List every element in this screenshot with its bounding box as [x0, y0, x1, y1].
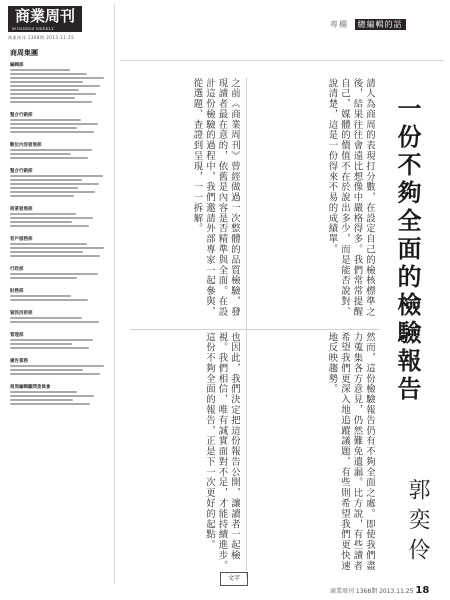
- magazine-logo: [8, 6, 82, 32]
- masthead-text-line: [10, 247, 104, 249]
- masthead-text-line: [10, 255, 100, 257]
- masthead-text-line: [10, 187, 78, 189]
- column-divider: [246, 78, 247, 578]
- masthead-block: [10, 112, 110, 135]
- masthead-block: [10, 236, 110, 259]
- masthead-text-line: [10, 343, 72, 345]
- masthead-text-line: [10, 89, 79, 91]
- masthead-block: [10, 266, 110, 281]
- logo-subtitle: BUSINESS WEEKLY: [12, 26, 54, 31]
- masthead-block: [10, 310, 110, 325]
- masthead-text-line: [10, 195, 74, 197]
- masthead-text-line: [10, 347, 89, 349]
- masthead-block-heading: 廣告業務: [10, 359, 28, 364]
- masthead-text-line: [10, 131, 94, 133]
- page-footer: [330, 585, 429, 596]
- logo-text: 商業周刊: [14, 7, 75, 25]
- column-tag: [330, 19, 406, 30]
- masthead-text-line: [10, 225, 89, 227]
- masthead-text-line: [10, 373, 100, 375]
- masthead-block-heading: 財務部: [10, 289, 24, 294]
- masthead-text-line: [10, 85, 100, 87]
- masthead-text-line: [10, 191, 95, 193]
- masthead-block: [10, 358, 110, 377]
- masthead-text-line: [10, 73, 87, 75]
- masthead-text-line: [10, 179, 82, 181]
- article-paragraph-3: 然而，這份檢驗報告仍有不夠全面之處。即使我們盡力蒐集各方意見，仍然難免遺漏。比方說，有些讀者希望我們更深入地追蹤議題，有些則希望我們更快速地反映趨勢。: [326, 332, 375, 571]
- masthead-column: [6, 4, 115, 584]
- article-paragraph-1: 請人為商周的表現打分數，在設定自己的檢核標準之後，結果往往會遠比想像中嚴格得多。我們常常提醒自己，媒體的價值不在於說出多少，而是能否說對、說清楚，這是一份得來不易的成績單。: [326, 78, 375, 317]
- masthead-text-line: [10, 243, 87, 245]
- masthead-block-heading: 資訊技術部: [10, 311, 33, 316]
- masthead-text-line: [10, 213, 76, 215]
- masthead-text-line: [10, 69, 70, 71]
- masthead-block-heading: 數位內容發展部: [10, 143, 42, 148]
- masthead-text-line: [10, 339, 93, 341]
- masthead-block-heading: 整合行銷部: [10, 113, 33, 118]
- masthead-text-line: [10, 81, 83, 83]
- masthead-text-line: [10, 101, 92, 103]
- article-paragraph-4: 也因此，我們決定把這份報告公開，讓讀者一起檢視。我們相信，唯有誠實面對不足，才能持續進步。這份不夠全面的報告，正是下一次更好的起點。: [204, 332, 240, 571]
- section-label: 文字: [220, 572, 248, 586]
- masthead-text-line: [10, 317, 82, 319]
- masthead-text-line: [10, 127, 77, 129]
- masthead-block: [10, 168, 110, 199]
- masthead-block-heading: 整合行銷部: [10, 169, 33, 174]
- masthead-block: [10, 142, 110, 161]
- masthead-block-heading: 編輯部: [10, 63, 24, 68]
- column-tag-emphasis: 總編輯的話: [355, 19, 406, 30]
- masthead-block: [10, 288, 110, 303]
- masthead-text-line: [10, 217, 93, 219]
- group-name: 商周集團: [10, 49, 38, 57]
- issue-meta: 商業周刊 1368期 2013.11.25: [8, 35, 75, 40]
- masthead-text-line: [10, 391, 77, 393]
- masthead-text-line: [10, 153, 71, 155]
- masthead-text-line: [10, 149, 92, 151]
- top-rule: [120, 60, 444, 61]
- middle-rule: [130, 329, 380, 330]
- masthead-text-line: [10, 321, 99, 323]
- masthead-text-line: [10, 277, 77, 279]
- masthead-block: [10, 206, 110, 229]
- masthead-text-line: [10, 93, 96, 95]
- masthead-block-heading: 商業發展部: [10, 207, 33, 212]
- masthead-text-line: [10, 251, 83, 253]
- masthead-text-line: [10, 97, 75, 99]
- masthead-block-heading: 行政部: [10, 267, 24, 272]
- masthead-text-line: [10, 399, 73, 401]
- article-paragraph-2: 之前《商業周刊》曾經做過一次整體的品質檢驗，發現讀者最在意的，依舊是內容是否精準與全面。在設計這份檢驗的過程中，我們邀請外部專家一起參與，從選題、查證到呈現，一一拆解。: [191, 78, 240, 317]
- masthead-text-line: [10, 295, 71, 297]
- masthead-block: [10, 384, 110, 407]
- masthead-block-heading: 商周編輯顧問委員會: [10, 385, 51, 390]
- masthead-text-line: [10, 119, 81, 121]
- masthead-text-line: [10, 273, 98, 275]
- masthead-text-line: [10, 175, 103, 177]
- masthead-text-line: [10, 365, 104, 367]
- masthead-block: [10, 332, 110, 351]
- masthead-text-line: [10, 157, 88, 159]
- column-tag-label: 專欄: [330, 20, 348, 29]
- masthead-text-line: [10, 299, 88, 301]
- masthead-text-line: [10, 221, 72, 223]
- masthead-block-heading: 客戶服務部: [10, 237, 33, 242]
- masthead-block-heading: 管理部: [10, 333, 24, 338]
- page-number: 18: [415, 585, 430, 596]
- masthead-text-line: [10, 183, 99, 185]
- article-title: 一份不夠全面的檢驗報告: [393, 96, 422, 404]
- footer-text: 商業周刊 1368期 2013.11.25: [330, 588, 414, 595]
- article-author: 郭奕伶: [405, 478, 430, 568]
- masthead-text-line: [10, 77, 104, 79]
- masthead-text-line: [10, 403, 90, 405]
- masthead-text-line: [10, 395, 94, 397]
- masthead-text-line: [10, 123, 98, 125]
- masthead-block: [10, 62, 110, 105]
- masthead-text-line: [10, 369, 83, 371]
